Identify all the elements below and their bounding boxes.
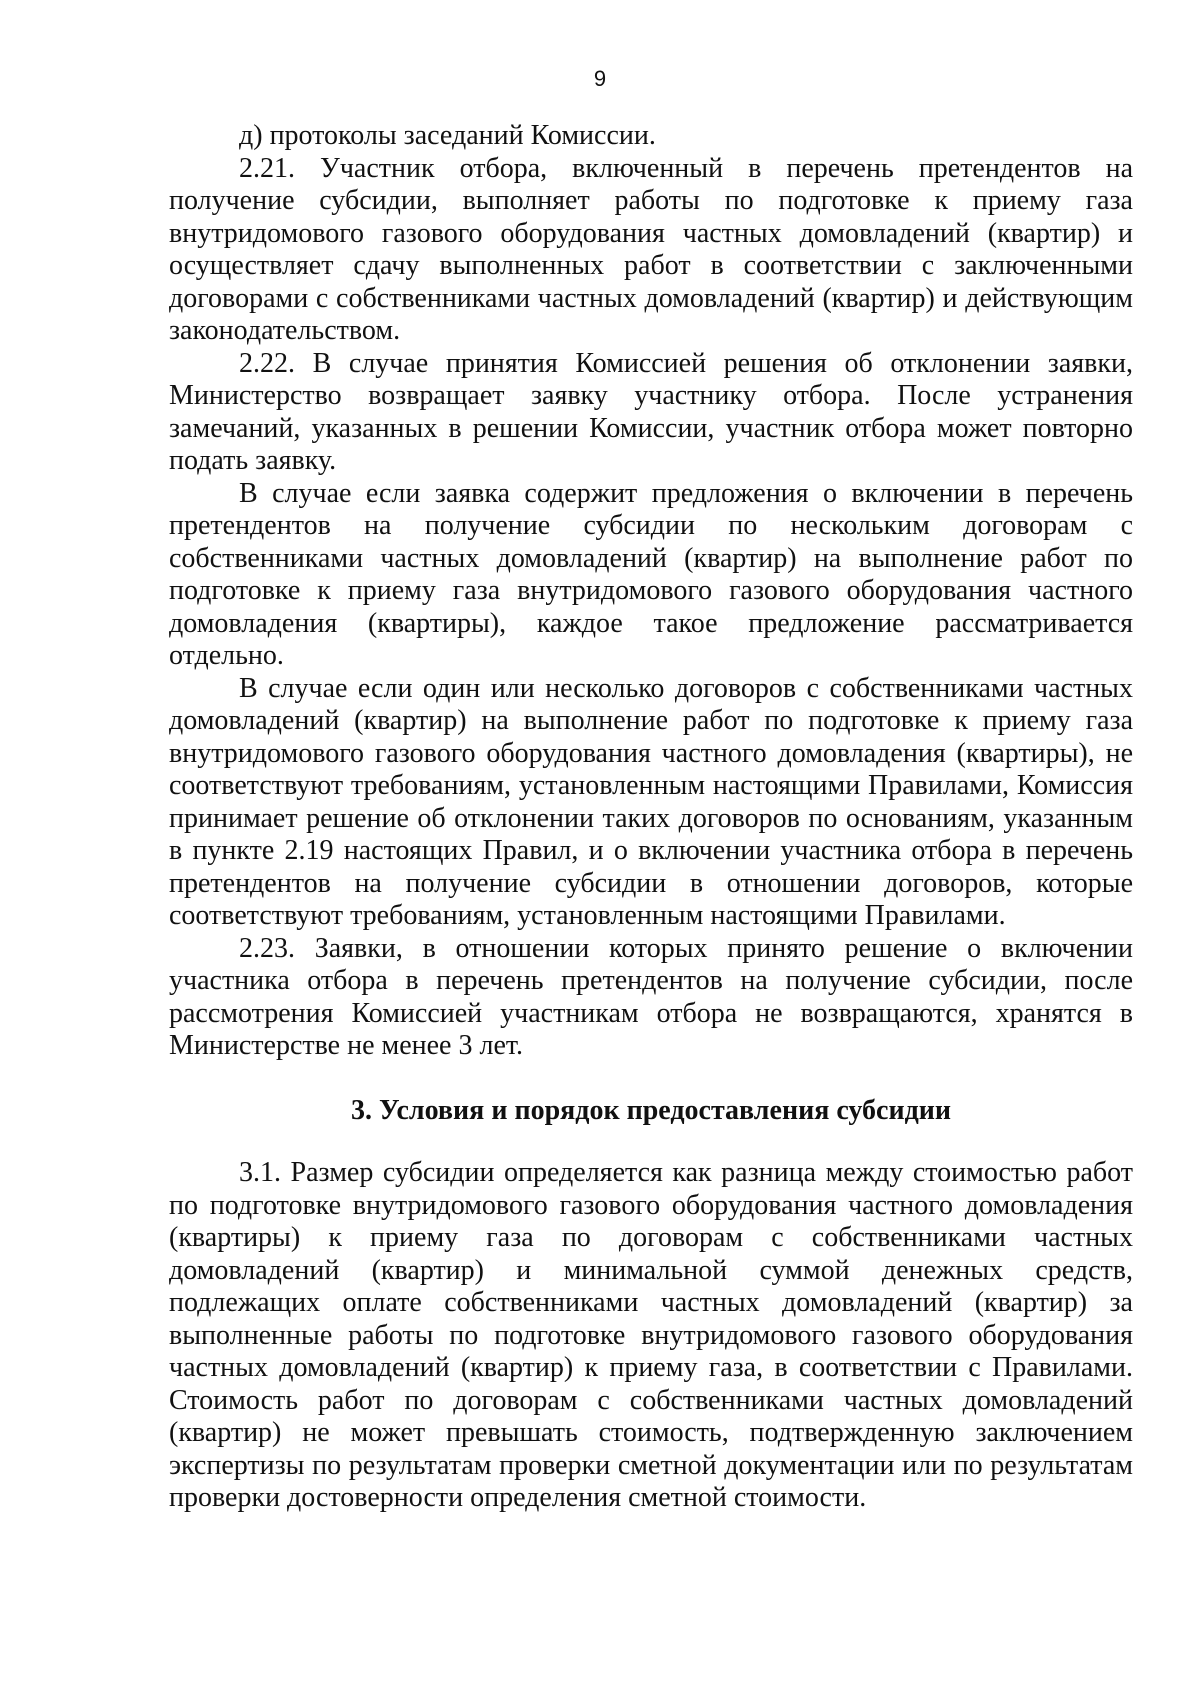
paragraph-2-22-multiple-contracts: В случае если заявка содержит предложения о включении в перечень претендентов на получение субсидии по нескольким договорам с собственниками частных домовладений (квартир) на выполнение работ по подготовке к приему газа внутридомового газового оборудования частного домовладения (квартиры), каждое такое предложение рассматривается отдельно. bbox=[169, 477, 1133, 671]
paragraph-3-1: 3.1. Размер субсидии определяется как разница между стоимостью работ по подготовке внутридомового газового оборудования частного домовладения (квартиры) к приему газа по договорам с собственниками частных домовладений (квартир) и минимальной суммой денежных средств, подлежащих оплате собственниками частных домовладений (квартир) за выполненные работы по подготовке внутридомового газового оборудования частных домовладений (квартир) к приему газа, в соответствии с Правилами. Стоимость работ по договорам с собственниками частных домовладений (квартир) не может превышать стоимость, подтвержденную заключением экспертизы по результатам проверки сметной документации или по результатам проверки достоверности определения сметной стоимости. bbox=[169, 1157, 1133, 1513]
paragraph-2-22-noncompliant-contracts: В случае если один или несколько договоров с собственниками частных домовладений (квартир) на выполнение работ по подготовке к приему газа внутридомового газового оборудования частного домовладения (квартиры), не соответствуют требованиям, установленным настоящими Правилами, Комиссия принимает решение об отклонении таких договоров по основаниям, указанным в пункте 2.19 настоящих Правил, и о включении участника отбора в перечень претендентов на получение субсидии в отношении договоров, которые соответствуют требованиям, установленным настоящими Правилами. bbox=[169, 672, 1133, 931]
paragraph-2-22: 2.22. В случае принятия Комиссией решения об отклонении заявки, Министерство возвращает заявку участнику отбора. После устранения замечаний, указанных в решении Комиссии, участник отбора может повторно подать заявку. bbox=[169, 347, 1133, 476]
paragraph-2-23: 2.23. Заявки, в отношении которых принято решение о включении участника отбора в перечень претендентов на получение субсидии, после рассмотрения Комиссией участникам отбора не возвращаются, хранятся в Министерстве не менее 3 лет. bbox=[169, 932, 1133, 1061]
paragraph-d-protocols: д) протоколы заседаний Комиссии. bbox=[239, 120, 656, 151]
paragraph-2-21: 2.21. Участник отбора, включенный в перечень претендентов на получение субсидии, выполняет работы по подготовке к приему газа внутридомового газового оборудования частных домовладений (квартир) и осуществляет сдачу выполненных работ в соответствии с заключенными договорами с собственниками частных домовладений (квартир) и действующим законодательством. bbox=[169, 152, 1133, 346]
page-number: 9 bbox=[593, 66, 607, 91]
document-body bbox=[169, 120, 1133, 1515]
section-heading: 3. Условия и порядок предоставления субсидии bbox=[350, 1094, 952, 1126]
